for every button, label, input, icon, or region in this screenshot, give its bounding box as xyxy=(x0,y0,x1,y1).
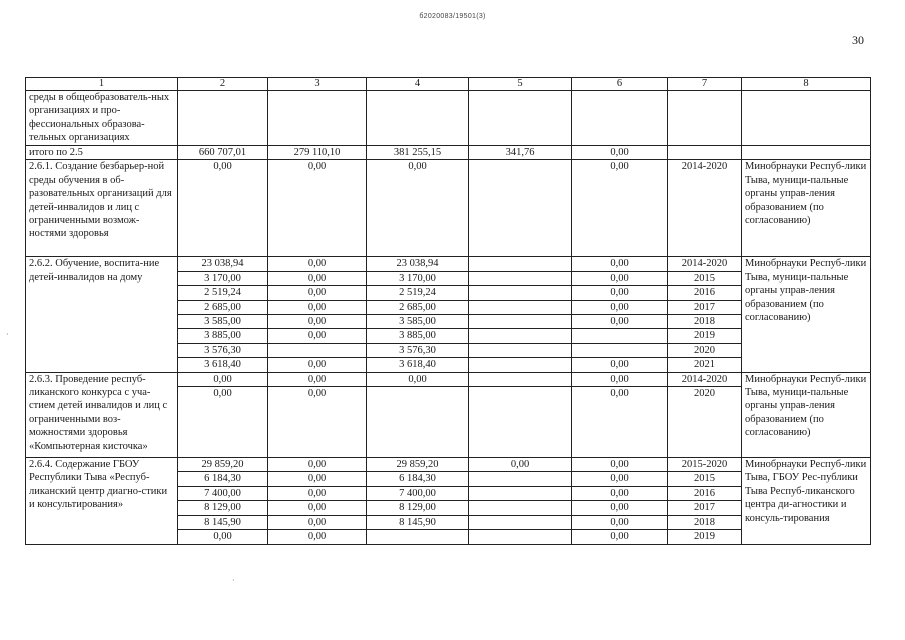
amount-cell xyxy=(469,329,572,343)
section-label: 2.6.1. Создание безбарьер-ной среды обучения в об-разовательных организаций для детей-инвалидов и лиц с ограниченными возмож-ностями здоровья xyxy=(26,160,178,257)
amount-cell xyxy=(469,372,572,386)
amount-cell xyxy=(469,271,572,285)
column-header: 5 xyxy=(469,78,572,91)
amount-cell: 0,00 xyxy=(367,372,469,386)
section-label: 2.6.2. Обучение, воспита-ние детей-инвалидов на дому xyxy=(26,257,178,372)
amount-cell: 6 184,30 xyxy=(367,472,469,486)
continued-row xyxy=(26,91,871,146)
amount-cell: 2 685,00 xyxy=(367,300,469,314)
amount-cell: 0,00 xyxy=(268,458,367,472)
amount-cell: 3 170,00 xyxy=(367,271,469,285)
amount-cell: 3 576,30 xyxy=(178,343,268,357)
subtotal-value: 341,76 xyxy=(469,146,572,160)
column-header: 4 xyxy=(367,78,469,91)
subtotal-row xyxy=(26,146,871,160)
section-row xyxy=(26,257,871,271)
page-number: 30 xyxy=(852,33,864,47)
amount-cell xyxy=(367,530,469,544)
empty-cell xyxy=(742,91,871,146)
amount-cell: 0,00 xyxy=(572,387,668,458)
amount-cell: 2 519,24 xyxy=(178,286,268,300)
responsible-cell: Минобрнауки Респуб-лики Тыва, муници-пальные органы управ-ления образованием (по согласованию) xyxy=(742,160,871,257)
document-id: б2020083/19501(3) xyxy=(419,13,486,20)
empty-cell xyxy=(268,91,367,146)
amount-cell xyxy=(469,257,572,271)
column-header: 1 xyxy=(26,78,178,91)
amount-cell: 23 038,94 xyxy=(178,257,268,271)
amount-cell: 0,00 xyxy=(268,472,367,486)
amount-cell xyxy=(572,343,668,357)
amount-cell: 0,00 xyxy=(178,372,268,386)
amount-cell: 0,00 xyxy=(572,501,668,515)
amount-cell: 0,00 xyxy=(572,271,668,285)
subtotal-value: 279 110,10 xyxy=(268,146,367,160)
column-header: 8 xyxy=(742,78,871,91)
column-header-row xyxy=(26,78,871,91)
amount-cell xyxy=(469,530,572,544)
amount-cell: 8 129,00 xyxy=(367,501,469,515)
amount-cell: 0,00 xyxy=(572,472,668,486)
program-table xyxy=(25,77,871,545)
amount-cell: 0,00 xyxy=(178,160,268,257)
amount-cell xyxy=(469,286,572,300)
empty-cell xyxy=(742,146,871,160)
column-header: 2 xyxy=(178,78,268,91)
amount-cell: 3 585,00 xyxy=(367,315,469,329)
amount-cell: 0,00 xyxy=(469,458,572,472)
period-cell: 2015 xyxy=(668,271,742,285)
amount-cell: 8 129,00 xyxy=(178,501,268,515)
amount-cell: 0,00 xyxy=(572,160,668,257)
amount-cell: 0,00 xyxy=(178,387,268,458)
amount-cell: 0,00 xyxy=(268,486,367,500)
amount-cell xyxy=(469,501,572,515)
period-cell: 2015 xyxy=(668,472,742,486)
section-row xyxy=(26,458,871,472)
section-row xyxy=(26,372,871,386)
amount-cell: 0,00 xyxy=(268,329,367,343)
responsible-cell: Минобрнауки Респуб-лики Тыва, муници-пальные органы управ-ления образованием (по согласованию) xyxy=(742,257,871,372)
amount-cell: 0,00 xyxy=(572,515,668,529)
amount-cell: 0,00 xyxy=(572,372,668,386)
amount-cell: 3 170,00 xyxy=(178,271,268,285)
amount-cell: 0,00 xyxy=(268,387,367,458)
amount-cell xyxy=(469,472,572,486)
amount-cell: 0,00 xyxy=(572,530,668,544)
empty-cell xyxy=(469,91,572,146)
empty-cell xyxy=(178,91,268,146)
period-cell: 2020 xyxy=(668,387,742,458)
empty-cell xyxy=(668,146,742,160)
empty-cell xyxy=(367,91,469,146)
amount-cell: 23 038,94 xyxy=(367,257,469,271)
amount-cell: 3 585,00 xyxy=(178,315,268,329)
amount-cell: 3 885,00 xyxy=(367,329,469,343)
amount-cell xyxy=(268,343,367,357)
amount-cell: 2 685,00 xyxy=(178,300,268,314)
amount-cell: 0,00 xyxy=(268,515,367,529)
amount-cell xyxy=(469,300,572,314)
period-cell: 2019 xyxy=(668,530,742,544)
amount-cell: 0,00 xyxy=(268,300,367,314)
amount-cell xyxy=(367,387,469,458)
column-header: 7 xyxy=(668,78,742,91)
period-cell: 2016 xyxy=(668,486,742,500)
scan-mark: · xyxy=(6,330,9,339)
amount-cell: 2 519,24 xyxy=(367,286,469,300)
responsible-cell: Минобрнауки Респуб-лики Тыва, ГБОУ Рес-публики Тыва Респуб-ликанского центра ди-агностики и консуль-тирования xyxy=(742,458,871,544)
amount-cell: 0,00 xyxy=(268,286,367,300)
amount-cell xyxy=(469,387,572,458)
amount-cell: 6 184,30 xyxy=(178,472,268,486)
scan-mark: · xyxy=(232,576,235,585)
amount-cell: 0,00 xyxy=(268,160,367,257)
period-cell: 2014-2020 xyxy=(668,160,742,257)
amount-cell: 0,00 xyxy=(268,271,367,285)
amount-cell: 29 859,20 xyxy=(367,458,469,472)
amount-cell: 3 885,00 xyxy=(178,329,268,343)
section-row xyxy=(26,160,871,257)
amount-cell: 0,00 xyxy=(268,530,367,544)
table-body xyxy=(26,78,871,545)
amount-cell: 3 618,40 xyxy=(367,358,469,372)
column-header: 6 xyxy=(572,78,668,91)
amount-cell: 0,00 xyxy=(367,160,469,257)
period-cell: 2018 xyxy=(668,515,742,529)
amount-cell: 0,00 xyxy=(572,458,668,472)
amount-cell xyxy=(469,315,572,329)
amount-cell xyxy=(469,160,572,257)
period-cell: 2014-2020 xyxy=(668,257,742,271)
column-header: 3 xyxy=(268,78,367,91)
period-cell: 2015-2020 xyxy=(668,458,742,472)
amount-cell: 0,00 xyxy=(572,300,668,314)
amount-cell: 0,00 xyxy=(572,315,668,329)
amount-cell xyxy=(469,343,572,357)
amount-cell: 0,00 xyxy=(572,358,668,372)
amount-cell: 0,00 xyxy=(268,358,367,372)
period-cell: 2021 xyxy=(668,358,742,372)
period-cell: 2017 xyxy=(668,501,742,515)
subtotal-value: 0,00 xyxy=(572,146,668,160)
amount-cell: 0,00 xyxy=(268,315,367,329)
section-label: 2.6.3. Проведение респуб-ликанского конкурса с уча-стием детей инвалидов и лиц с ограниченными воз-можностями здоровья «Компьютерная кисточка» xyxy=(26,372,178,457)
amount-cell xyxy=(469,486,572,500)
amount-cell: 0,00 xyxy=(178,530,268,544)
amount-cell: 0,00 xyxy=(572,486,668,500)
amount-cell: 8 145,90 xyxy=(367,515,469,529)
subtotal-label: итого по 2.5 xyxy=(26,146,178,160)
period-cell: 2020 xyxy=(668,343,742,357)
section-label: 2.6.4. Содержание ГБОУ Республики Тыва «Респуб-ликанский центр диагно-стики и консультирования» xyxy=(26,458,178,544)
period-cell: 2016 xyxy=(668,286,742,300)
empty-cell xyxy=(572,91,668,146)
amount-cell xyxy=(469,358,572,372)
amount-cell: 3 576,30 xyxy=(367,343,469,357)
amount-cell: 0,00 xyxy=(268,501,367,515)
amount-cell: 0,00 xyxy=(572,286,668,300)
period-cell: 2019 xyxy=(668,329,742,343)
amount-cell: 29 859,20 xyxy=(178,458,268,472)
amount-cell: 0,00 xyxy=(572,257,668,271)
amount-cell: 0,00 xyxy=(268,372,367,386)
amount-cell xyxy=(469,515,572,529)
responsible-cell: Минобрнауки Респуб-лики Тыва, муници-пальные органы управ-ления образованием (по согласованию) xyxy=(742,372,871,457)
amount-cell xyxy=(572,329,668,343)
amount-cell: 3 618,40 xyxy=(178,358,268,372)
period-cell: 2018 xyxy=(668,315,742,329)
period-cell: 2014-2020 xyxy=(668,372,742,386)
amount-cell: 7 400,00 xyxy=(367,486,469,500)
amount-cell: 0,00 xyxy=(268,257,367,271)
amount-cell: 7 400,00 xyxy=(178,486,268,500)
empty-cell xyxy=(668,91,742,146)
subtotal-value: 660 707,01 xyxy=(178,146,268,160)
period-cell: 2017 xyxy=(668,300,742,314)
continued-label: среды в общеобразователь-ных организациях и про-фессиональных образова-тельных организациях xyxy=(26,91,178,146)
amount-cell: 8 145,90 xyxy=(178,515,268,529)
subtotal-value: 381 255,15 xyxy=(367,146,469,160)
